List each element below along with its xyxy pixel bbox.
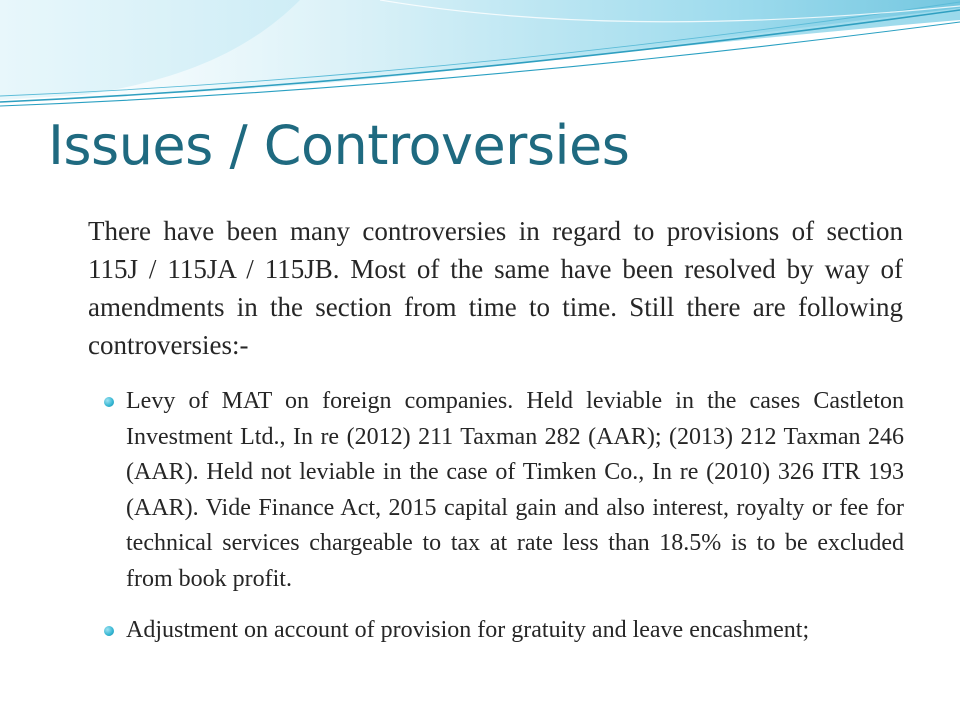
list-item (104, 613, 904, 649)
header-wave-decoration (0, 0, 960, 120)
bullet-dot-icon (104, 397, 114, 407)
list-item-text: Levy of MAT on foreign companies. Held leviable in the cases Castleton Investment Ltd., In re (2012) 211 Taxman 282 (AAR); (2013) 212 Taxman 246 (AAR). Held not leviable in the case of Timken Co., In re (2010) 326 ITR 193 (AAR). Vide Finance Act, 2015 capital gain and also interest, royalty or fee for technical services chargeable to tax at rate less than 18.5% is to be excluded from book profit. (126, 388, 904, 592)
controversy-list (104, 384, 904, 665)
slide-title: Issues / Controversies (48, 114, 630, 177)
bullet-dot-icon (104, 626, 114, 636)
list-item-text: Adjustment on account of provision for gratuity and leave encashment; (126, 617, 810, 643)
list-item (104, 384, 904, 597)
intro-paragraph: There have been many controversies in regard to provisions of section 115J / 115JA / 115JB. Most of the same have been resolved by way of amendments in the section from time to time. Still there are following controversies:- (88, 216, 903, 360)
